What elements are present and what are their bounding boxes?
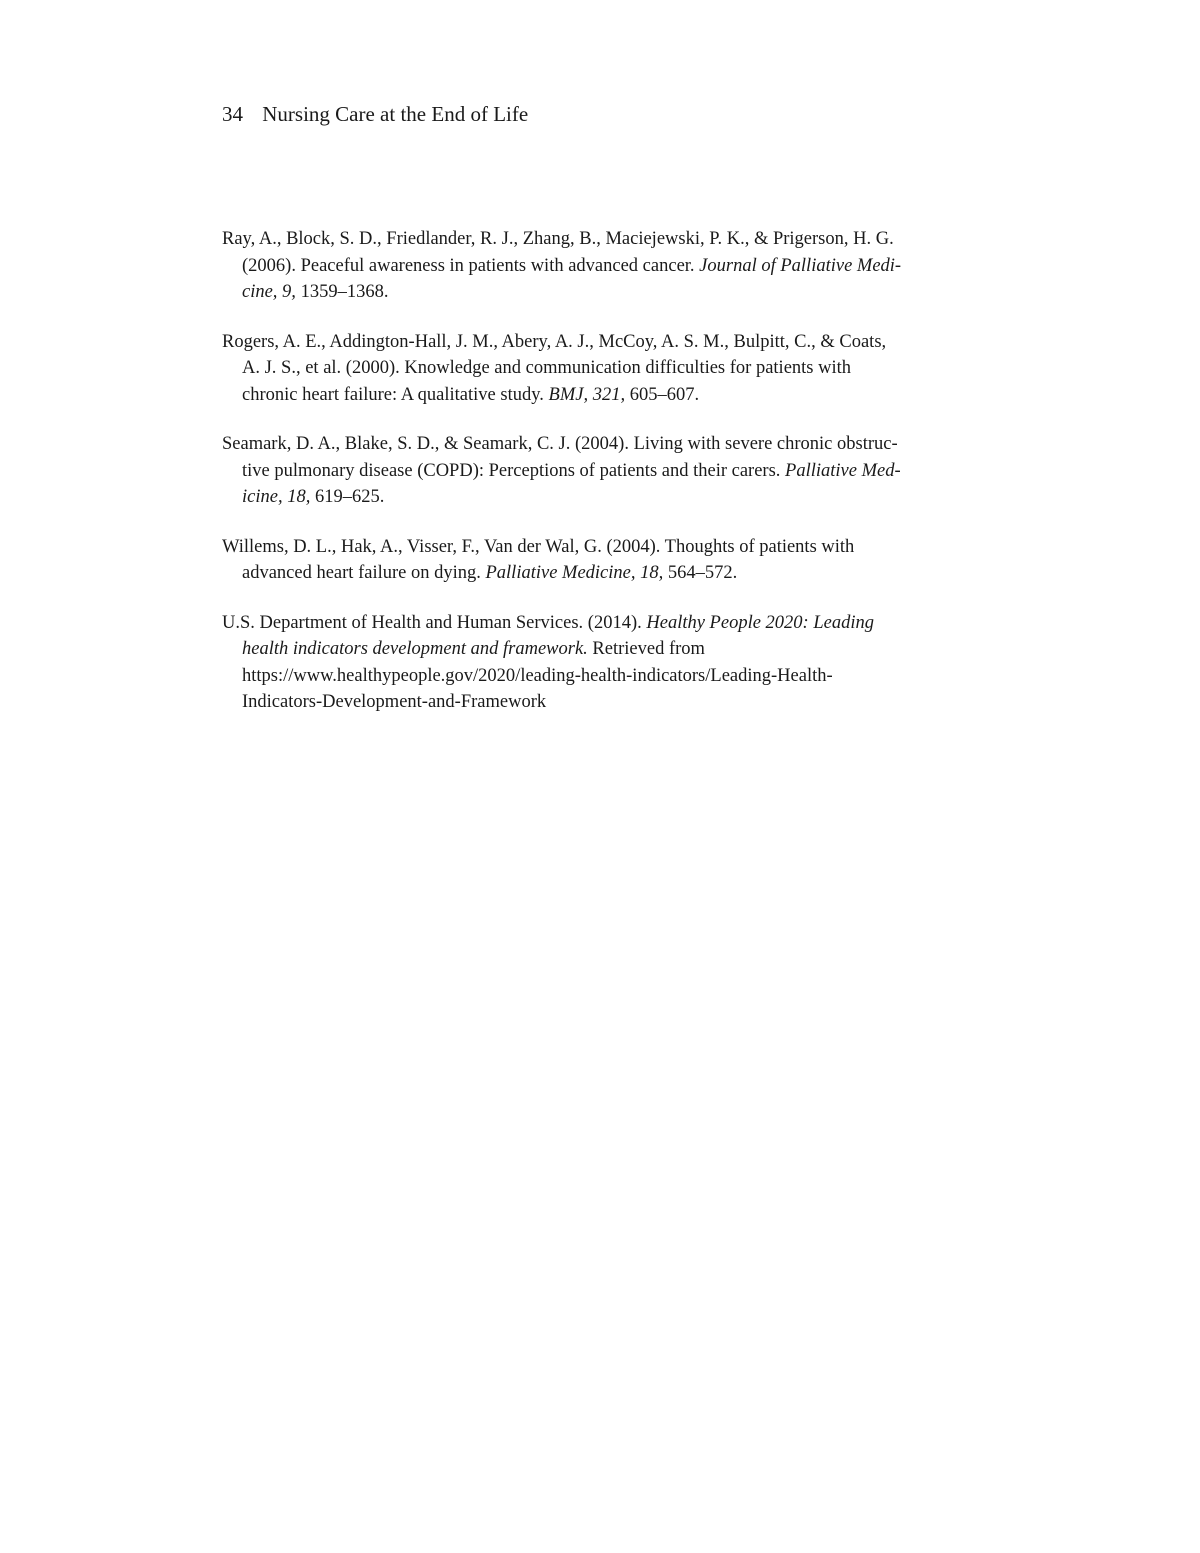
page-number: 34 [222, 102, 243, 126]
reference-italic-text: BMJ, 321, [548, 384, 626, 405]
reference-italic-text: icine, 18, [242, 487, 311, 507]
reference-line [222, 226, 982, 253]
reference-text: (2006). Peaceful awareness in patients with advanced cancer. [242, 255, 700, 276]
page-header [222, 100, 528, 128]
reference-text: 619–625. [310, 487, 385, 507]
reference-line [222, 355, 982, 382]
reference-line [222, 431, 982, 458]
reference-text: Retrieved from [587, 639, 705, 659]
reference-entry [222, 610, 982, 716]
reference-entry [222, 329, 982, 409]
reference-text: Rogers, A. E., Addington-Hall, J. M., Abery, A. J., McCoy, A. S. M., Bulpitt, C., & Coats, [222, 331, 887, 352]
reference-text: Indicators-Development-and-Framework [242, 692, 547, 712]
reference-list [222, 226, 982, 739]
reference-line [222, 458, 982, 485]
reference-text: 1359–1368. [295, 282, 389, 302]
reference-line [222, 253, 982, 280]
reference-line [222, 663, 982, 690]
reference-text: 564–572. [663, 563, 738, 583]
reference-text: A. J. S., et al. (2000). Knowledge and communication difficulties for patients with [242, 358, 852, 378]
reference-italic-text: health indicators development and framework. [242, 639, 588, 659]
reference-entry [222, 534, 982, 587]
reference-entry [222, 226, 982, 306]
reference-line [222, 279, 982, 306]
reference-text: Willems, D. L., Hak, A., Visser, F., Van der Wal, G. (2004). Thoughts of patients with [222, 536, 855, 557]
reference-text: tive pulmonary disease (COPD): Perceptions of patients and their carers. [242, 460, 786, 481]
reference-line [222, 484, 982, 511]
reference-text: Ray, A., Block, S. D., Friedlander, R. J., Zhang, B., Maciejewski, P. K., & Prigerson, H. G. [222, 229, 894, 249]
running-title: Nursing Care at the End of Life [262, 102, 529, 126]
reference-line [222, 636, 982, 663]
reference-text: Seamark, D. A., Blake, S. D., & Seamark, C. J. (2004). Living with severe chronic obstruc- [222, 434, 898, 454]
reference-line [222, 689, 982, 716]
reference-line [222, 610, 982, 637]
reference-line [222, 382, 982, 409]
reference-italic-text: Palliative Medicine, 18, [485, 563, 664, 583]
reference-line [222, 560, 982, 587]
reference-italic-text: Healthy People 2020: Leading [646, 612, 874, 633]
reference-italic-text: cine, 9, [242, 282, 296, 302]
reference-text: chronic heart failure: A qualitative study. [242, 384, 549, 405]
reference-line [222, 534, 982, 561]
reference-text: U.S. Department of Health and Human Services. (2014). [222, 612, 647, 633]
reference-text: https://www.healthypeople.gov/2020/leading-health-indicators/Leading-Health- [242, 665, 833, 686]
reference-entry [222, 431, 982, 511]
reference-line [222, 329, 982, 356]
reference-italic-text: Journal of Palliative Medi- [699, 255, 902, 276]
reference-text: advanced heart failure on dying. [242, 563, 486, 583]
reference-italic-text: Palliative Med- [785, 460, 901, 481]
reference-text: 605–607. [625, 384, 700, 405]
